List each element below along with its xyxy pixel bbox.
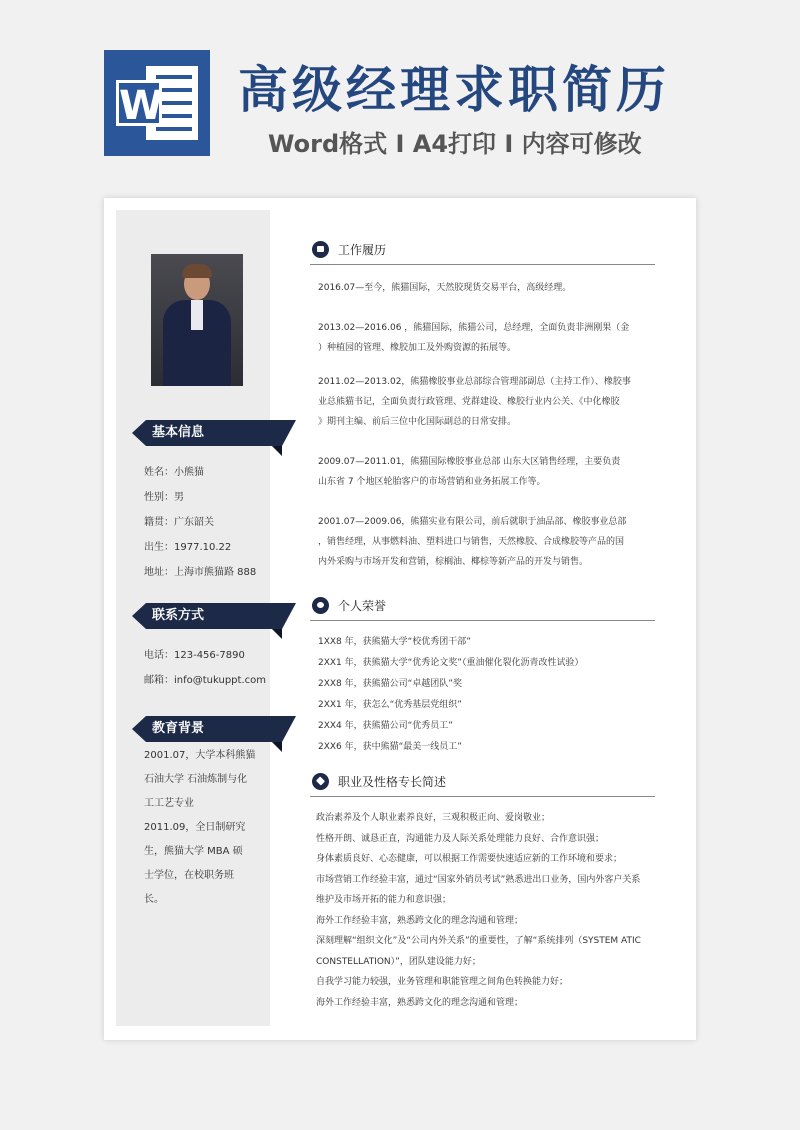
list-item: 1XX8 年，获熊猫大学“校优秀团干部” [318, 637, 471, 647]
page-subtitle: Word格式 I A4打印 I 内容可修改 [268, 130, 642, 158]
list-item: 2XX8 年，获熊猫公司“卓越团队”奖 [318, 679, 462, 689]
education-text: 2001.07，大学本科熊猫 石油大学 石油炼制与化 工工艺专业 2011.09，全日制研究 生，熊猫大学 MBA 硕 士学位，在校职务班 长。 [144, 750, 256, 905]
name-field: 姓名：小熊猫 [144, 467, 204, 478]
contact-heading: 联系方式 [146, 603, 282, 629]
honors-list [318, 632, 658, 758]
profile-text: 政治素养及个人职业素养良好，三观积极正向、爱岗敬业； 性格开朗、诚恳正直，沟通能力及人际关系处理能力良好、合作意识强； 身体素质良好、心态健康，可以根据工作需要快速适应新的工作环境和要求； 市场营销工作经验丰富，通过“国家外销员考试”熟悉进出口业务，国内外客户关系 维护及市场开拓的能力和意识强； 海外工作经验丰富，熟悉跨文化的理念沟通和管理； 深刻理解“组织文化”及“公司内外关系”的重要性，了解“系统排列（SYSTEM ATIC CONSTELLATION）”，团队建设能力好； 自我学习能力较强，业务管理和职能管理之间角色转换能力好； 海外工作经验丰富，熟悉跨文化的理念沟通和管理； [316, 813, 641, 1008]
work-entry: 2001.07—2009.06，熊猫实业有限公司，前后就职于油品部、橡胶事业总部 ，销售经理，从事燃料油、塑料进口与销售，天然橡胶、合成橡胶等产品的国 内外采购与市场开发和营销，棕榈油、椰棕等新产品的开发与销售。 [318, 517, 627, 567]
page-header [0, 0, 800, 190]
work-section-heading: 工作履历 [310, 238, 655, 265]
list-item: 2XX1 年，获怎么“优秀基层党组织” [318, 700, 462, 710]
birth-field: 出生：1977.10.22 [144, 542, 232, 553]
work-entry: 2016.07—至今，熊猫国际，天然胶现货交易平台，高级经理。 [318, 283, 572, 293]
list-item: 2XX4 年，获熊猫公司“优秀员工” [318, 721, 453, 731]
work-entry: 2011.02—2013.02，熊猫橡胶事业总部综合管理部副总（主持工作）、橡胶事 业总熊猫书记，全面负责行政管理、党群建设、橡胶行业内公关、《中化橡胶 》期刊主编、前后三位中化国际副总的日常安排。 [318, 377, 631, 427]
hometown-field: 籍贯：广东韶关 [144, 517, 214, 528]
education-heading: 教育背景 [146, 716, 282, 742]
phone-field: 电话：123-456-7890 [144, 650, 245, 661]
email-field: 邮箱：info@tukuppt.com [144, 675, 266, 686]
word-letter: W [116, 80, 162, 126]
profile-section-heading: 职业及性格专长简述 [310, 770, 655, 797]
honors-section-heading: 个人荣誉 [310, 594, 655, 621]
page-title: 高级经理求职简历 [238, 61, 670, 119]
resume-paper [104, 198, 696, 1040]
gender-field: 性别：男 [144, 492, 184, 503]
work-entry: 2009.07—2011.01，熊猫国际橡胶事业总部 山东大区销售经理，主要负责 山东省 7 个地区轮胎客户的市场营销和业务拓展工作等。 [318, 457, 621, 487]
basic-info-heading: 基本信息 [146, 420, 282, 446]
list-item: 2XX6 年，获中熊猫“最美一线员工” [318, 742, 462, 752]
heart-icon [312, 773, 329, 790]
medal-icon [312, 597, 329, 614]
address-field: 地址：上海市熊猫路 888 [144, 567, 257, 578]
profile-photo [151, 254, 243, 386]
work-entry: 2013.02—2016.06 ，熊猫国际，熊猫公司，总经理，全面负责非洲刚果（金 ）种植园的管理、橡胶加工及外购资源的拓展等。 [318, 323, 630, 353]
list-item: 2XX1 年，获熊猫大学“优秀论文奖”（重油催化裂化沥青改性试验） [318, 658, 584, 668]
sidebar [116, 210, 270, 1026]
folder-icon [312, 241, 329, 258]
word-doc-icon [104, 50, 210, 156]
